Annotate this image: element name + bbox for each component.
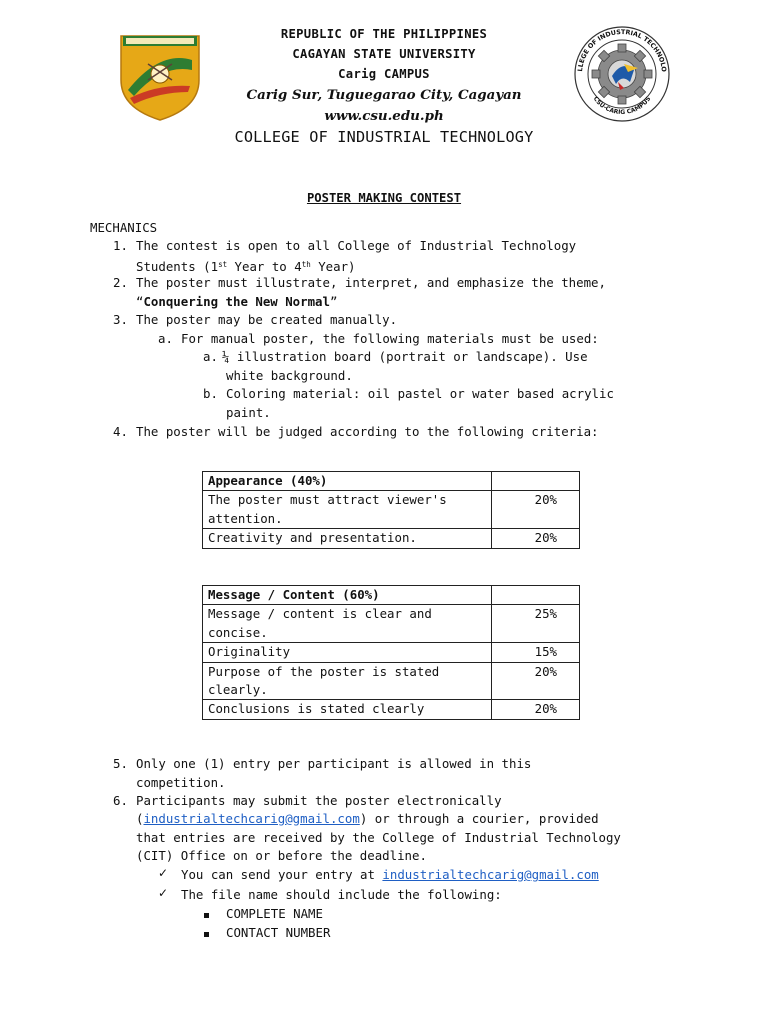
- item1-text-a: Students (1: [136, 259, 219, 274]
- criterion-description: Conclusions is stated clearly: [203, 700, 492, 719]
- header-republic: REPUBLIC OF THE PHILIPPINES: [280, 27, 488, 41]
- bullet1-text: COMPLETE NAME: [226, 906, 323, 921]
- doc-title: POSTER MAKING CONTEST: [306, 191, 462, 205]
- table-row: [203, 700, 580, 719]
- item2-quote-close: ”: [329, 294, 338, 309]
- header-college: COLLEGE OF INDUSTRIAL TECHNOLOGY: [234, 128, 534, 146]
- appearance-criteria-table: [202, 471, 580, 549]
- item5-number: 5.: [113, 756, 128, 771]
- criterion-description: Message / content is clear and concise.: [203, 605, 492, 643]
- item2-quote-open: “: [136, 294, 144, 309]
- sub-b-line2: paint.: [226, 405, 271, 420]
- item6-number: 6.: [113, 793, 128, 808]
- criterion-percentage: 20%: [492, 491, 580, 529]
- sub-a-line2: white background.: [226, 368, 353, 383]
- item6-line3: that entries are received by the College of Industrial Technology: [136, 830, 621, 845]
- criterion-description: The poster must attract viewer's attention.: [203, 491, 492, 529]
- table-row: [203, 491, 580, 529]
- header-address: Carig Sur, Tuguegarao City, Cagayan: [246, 87, 522, 103]
- check1-line: [181, 866, 599, 884]
- item1-number: 1.: [113, 238, 128, 253]
- mechanics-label: MECHANICS: [90, 220, 158, 235]
- message-criteria-table: [202, 585, 580, 720]
- header-university: CAGAYAN STATE UNIVERSITY: [292, 47, 476, 61]
- table-header-row: [203, 472, 580, 491]
- svg-text:COLLEGE OF INDUSTRIAL TECHNOLO: LLEGE OF INDUSTRIAL TECHNOLO: [576, 27, 669, 73]
- criterion-description: Purpose of the poster is stated clearly.: [203, 662, 492, 700]
- item1-sup-st: st: [218, 260, 228, 269]
- sub-a-line1: ¼ illustration board (portrait or landscape). Use: [222, 349, 588, 364]
- sub-b-number: b.: [203, 386, 218, 401]
- table-header-cell: Appearance (40%): [203, 472, 492, 491]
- criterion-percentage: 20%: [492, 529, 580, 548]
- header-website: www.csu.edu.ph: [324, 108, 444, 124]
- item5-line2: competition.: [136, 775, 226, 790]
- table-row: [203, 662, 580, 700]
- item5-line1: Only one (1) entry per participant is allowed in this: [136, 756, 532, 771]
- square-bullet-icon: [204, 924, 209, 943]
- item3-number: 3.: [113, 312, 128, 327]
- table-row: [203, 605, 580, 643]
- criterion-description: Originality: [203, 643, 492, 662]
- sub-a-number: a.: [203, 349, 218, 364]
- criterion-percentage: 20%: [492, 662, 580, 700]
- item2-line1: The poster must illustrate, interpret, and emphasize the theme,: [136, 275, 606, 290]
- item3-text: The poster may be created manually.: [136, 312, 398, 327]
- check2-text: The file name should include the following:: [181, 887, 502, 902]
- item1-sup-th: th: [301, 260, 311, 269]
- header-campus: Carig CAMPUS: [338, 67, 430, 81]
- svg-text:CSU-CARIG CAMPUS: CSU-CARIG CAMPUS: [591, 95, 653, 117]
- criterion-description: Creativity and presentation.: [203, 529, 492, 548]
- item1-line1: The contest is open to all College of Industrial Technology: [136, 238, 577, 253]
- item2-number: 2.: [113, 275, 128, 290]
- criterion-percentage: 25%: [492, 605, 580, 643]
- table-header-row: [203, 586, 580, 605]
- item3a-text: For manual poster, the following materials must be used:: [181, 331, 599, 346]
- table-header-empty-cell: [492, 586, 580, 605]
- item1-text-c: Year): [310, 259, 356, 274]
- table-header-empty-cell: [492, 472, 580, 491]
- square-bullet-icon: [204, 905, 209, 924]
- sub-b-line1: Coloring material: oil pastel or water based acrylic: [226, 386, 614, 401]
- item1-text-b: Year to 4: [227, 259, 302, 274]
- item6-line2-rest: ) or through a courier, provided: [359, 811, 599, 826]
- item2-theme: Conquering the New Normal: [143, 294, 330, 309]
- criterion-percentage: 15%: [492, 643, 580, 662]
- item6-paren-open: (: [136, 811, 144, 826]
- item4-text: The poster will be judged according to the following criteria:: [136, 424, 599, 439]
- table-row: [203, 643, 580, 662]
- checkmark-icon: ✓: [158, 866, 169, 880]
- table-header-cell: Message / Content (60%): [203, 586, 492, 605]
- criterion-percentage: 20%: [492, 700, 580, 719]
- checkmark-icon: ✓: [158, 886, 169, 900]
- check1-text: You can send your entry at: [181, 867, 383, 882]
- item6-line2: [136, 810, 599, 828]
- item4-number: 4.: [113, 424, 128, 439]
- item3a-number: a.: [158, 331, 173, 346]
- item6-line1: Participants may submit the poster electronically: [136, 793, 502, 808]
- bullet2-text: CONTACT NUMBER: [226, 925, 331, 940]
- item6-email-link[interactable]: industrialtechcarig@gmail.com: [143, 811, 360, 826]
- item2-line2: [136, 293, 337, 311]
- check1-email-link[interactable]: industrialtechcarig@gmail.com: [382, 867, 599, 882]
- item6-line4: (CIT) Office on or before the deadline.: [136, 848, 427, 863]
- table-row: [203, 529, 580, 548]
